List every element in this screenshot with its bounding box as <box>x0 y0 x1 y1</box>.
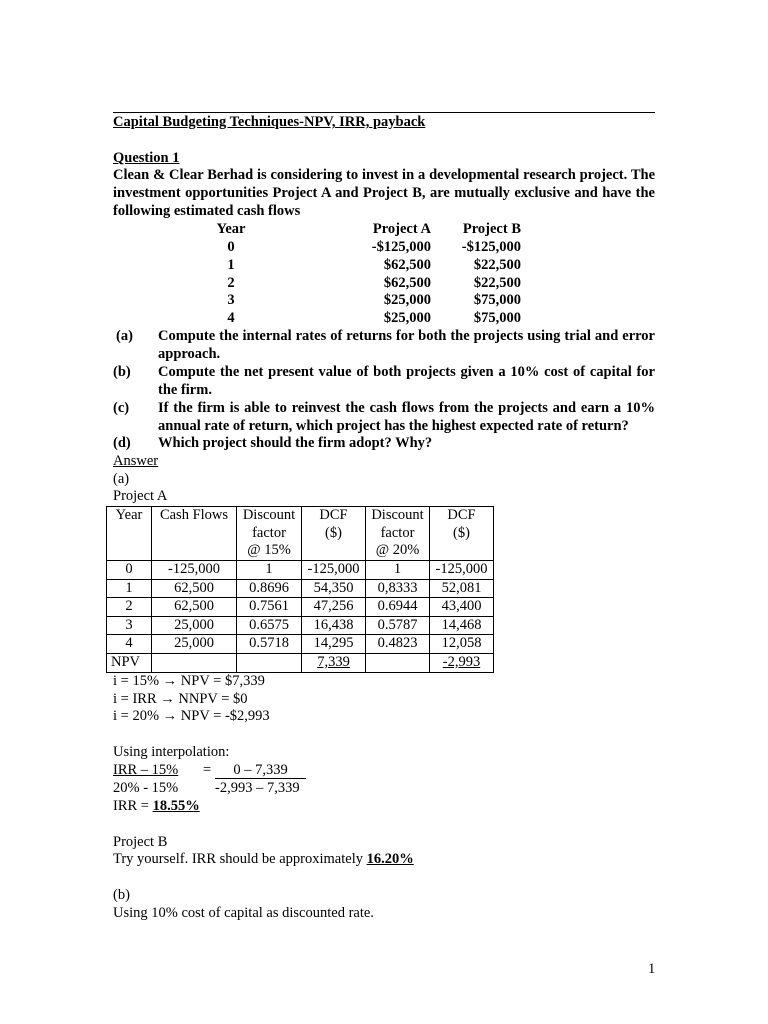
question-intro: Clean & Clear Berhad is considering to invest in a developmental research project. The investment opportunities Project A and Project B, are mutually exclusive and have the following estimated cash flows <box>113 167 655 219</box>
question-item-b <box>113 364 655 400</box>
cashflow-header <box>113 221 655 239</box>
cashflow-row <box>113 257 655 275</box>
irr-cell-df15: 0.7561 <box>237 598 302 617</box>
irr-cell-dcf1: 47,256 <box>302 598 366 617</box>
irr-cell-cashflow: 62,500 <box>152 598 237 617</box>
irr-result-value: 18.55% <box>152 798 200 814</box>
irr-cell-dcf1: 16,438 <box>302 616 366 635</box>
table-row <box>107 579 494 598</box>
cashflow-year: 4 <box>227 310 235 326</box>
npv-line: i = 15% → NPV = $7,339 <box>113 673 265 689</box>
irr-header-cashflows: Cash Flows <box>152 507 237 561</box>
cashflow-row <box>113 275 655 293</box>
question-text: If the firm is able to reinvest the cash flows from the projects and earn a 10% annual rate of return, which project has the highest expected rate of return? <box>158 400 655 434</box>
irr-cell-dcf2: 52,081 <box>430 579 494 598</box>
question-item-d <box>113 435 655 453</box>
answer-label: Answer <box>113 453 159 469</box>
irr-header-dcf2: DCF ($) <box>430 507 494 561</box>
irr-table <box>106 506 494 673</box>
cashflow-a: $62,500 <box>383 275 431 291</box>
cashflow-year: 2 <box>227 275 235 291</box>
irr-npv-label: NPV <box>107 653 152 672</box>
irr-cell-year: 4 <box>107 635 152 654</box>
irr-cell-dcf1: 54,350 <box>302 579 366 598</box>
arrow-right-icon: → <box>160 691 175 707</box>
irr-cell-cashflow: 25,000 <box>152 635 237 654</box>
cashflow-year: 1 <box>227 257 235 273</box>
cashflow-year: 3 <box>227 292 235 308</box>
irr-npv-20: -2,993 <box>430 653 494 672</box>
interpolation-rhs-denominator: -2,993 – 7,339 <box>215 780 300 796</box>
arrow-right-icon: → <box>162 708 178 724</box>
npv-line: i = IRR → NNPV = $0 <box>113 691 248 707</box>
arrow-right-icon: → <box>162 673 178 689</box>
irr-npv-15: 7,339 <box>302 653 366 672</box>
cashflow-header-year: Year <box>216 221 246 237</box>
part-b-text: Using 10% cost of capital as discounted rate. <box>113 905 374 921</box>
cashflow-b: $75,000 <box>473 292 521 308</box>
interpolation-heading: Using interpolation: <box>113 744 230 760</box>
irr-cell-dcf2: 43,400 <box>430 598 494 617</box>
cashflow-header-b: Project B <box>462 221 521 237</box>
irr-cell-dcf2: 12,058 <box>430 635 494 654</box>
cashflow-b: -$125,000 <box>461 239 521 255</box>
cashflow-header-a: Project A <box>372 221 431 237</box>
irr-cell-year: 3 <box>107 616 152 635</box>
question-label: (c) <box>113 400 130 416</box>
project-b-label: Project B <box>113 834 168 850</box>
cashflow-b: $22,500 <box>473 275 521 291</box>
irr-table-header <box>107 507 494 561</box>
interpolation-lhs-denominator: 20% - 15% <box>113 780 179 796</box>
header-rule <box>113 112 655 113</box>
cashflow-b: $22,500 <box>473 257 521 273</box>
cashflow-year: 0 <box>227 239 235 255</box>
project-b-text: Try yourself. IRR should be approximately 16.20% <box>113 851 414 867</box>
irr-cell-df20: 0,8333 <box>366 579 430 598</box>
irr-empty-cell <box>152 653 237 672</box>
cashflow-a: $25,000 <box>383 310 431 326</box>
irr-header-year: Year <box>107 507 152 561</box>
irr-cell-df15: 0.8696 <box>237 579 302 598</box>
cashflow-a: $62,500 <box>383 257 431 273</box>
irr-cell-df20: 0.5787 <box>366 616 430 635</box>
question-heading: Question 1 <box>113 150 180 166</box>
irr-cell-cashflow: -125,000 <box>152 561 237 580</box>
irr-cell-df20: 1 <box>366 561 430 580</box>
irr-cell-dcf2: 14,468 <box>430 616 494 635</box>
table-row <box>107 635 494 654</box>
cashflow-row <box>113 310 655 328</box>
irr-cell-df15: 0.6575 <box>237 616 302 635</box>
part-a-label: (a) <box>113 471 130 487</box>
cashflow-row <box>113 239 655 257</box>
cashflow-a: -$125,000 <box>371 239 431 255</box>
irr-cell-year: 2 <box>107 598 152 617</box>
cashflow-a: $25,000 <box>383 292 431 308</box>
irr-cell-dcf1: -125,000 <box>302 561 366 580</box>
page-number: 1 <box>648 961 656 977</box>
table-row <box>107 598 494 617</box>
question-text: Compute the net present value of both projects given a 10% cost of capital for the firm. <box>158 364 655 398</box>
irr-empty-cell <box>237 653 302 672</box>
npv-line: i = 20% → NPV = -$2,993 <box>113 708 270 724</box>
irr-result: IRR = 18.55% <box>113 798 200 814</box>
irr-cell-year: 0 <box>107 561 152 580</box>
irr-cell-df20: 0.4823 <box>366 635 430 654</box>
irr-cell-cashflow: 25,000 <box>152 616 237 635</box>
question-item-c <box>113 400 655 436</box>
document-title: Capital Budgeting Techniques-NPV, IRR, payback <box>113 114 426 130</box>
question-item-a <box>113 328 655 364</box>
irr-header-df20: Discount factor @ 20% <box>366 507 430 561</box>
irr-cell-year: 1 <box>107 579 152 598</box>
question-text: Which project should the firm adopt? Why? <box>158 435 433 451</box>
irr-header-dcf1: DCF ($) <box>302 507 366 561</box>
irr-cell-dcf1: 14,295 <box>302 635 366 654</box>
cashflow-row <box>113 292 655 310</box>
irr-cell-df15: 0.5718 <box>237 635 302 654</box>
irr-cell-dcf2: -125,000 <box>430 561 494 580</box>
project-a-label: Project A <box>113 488 168 504</box>
question-label: (b) <box>113 364 131 380</box>
question-label: (a) <box>116 328 133 344</box>
interpolation-rhs-numerator: 0 – 7,339 <box>215 762 306 779</box>
irr-header-df15: Discount factor @ 15% <box>237 507 302 561</box>
interpolation-equals: = <box>203 762 212 778</box>
interpolation-lhs-numerator: IRR – 15% <box>113 762 179 778</box>
table-row <box>107 561 494 580</box>
question-text: Compute the internal rates of returns for both the projects using trial and error approach. <box>158 328 655 362</box>
irr-npv-row <box>107 653 494 672</box>
cashflow-b: $75,000 <box>473 310 521 326</box>
part-b-label: (b) <box>113 887 130 903</box>
irr-cell-cashflow: 62,500 <box>152 579 237 598</box>
irr-empty-cell <box>366 653 430 672</box>
table-row <box>107 616 494 635</box>
question-label: (d) <box>113 435 131 451</box>
irr-cell-df15: 1 <box>237 561 302 580</box>
project-b-irr-value: 16.20% <box>366 851 414 867</box>
irr-cell-df20: 0.6944 <box>366 598 430 617</box>
